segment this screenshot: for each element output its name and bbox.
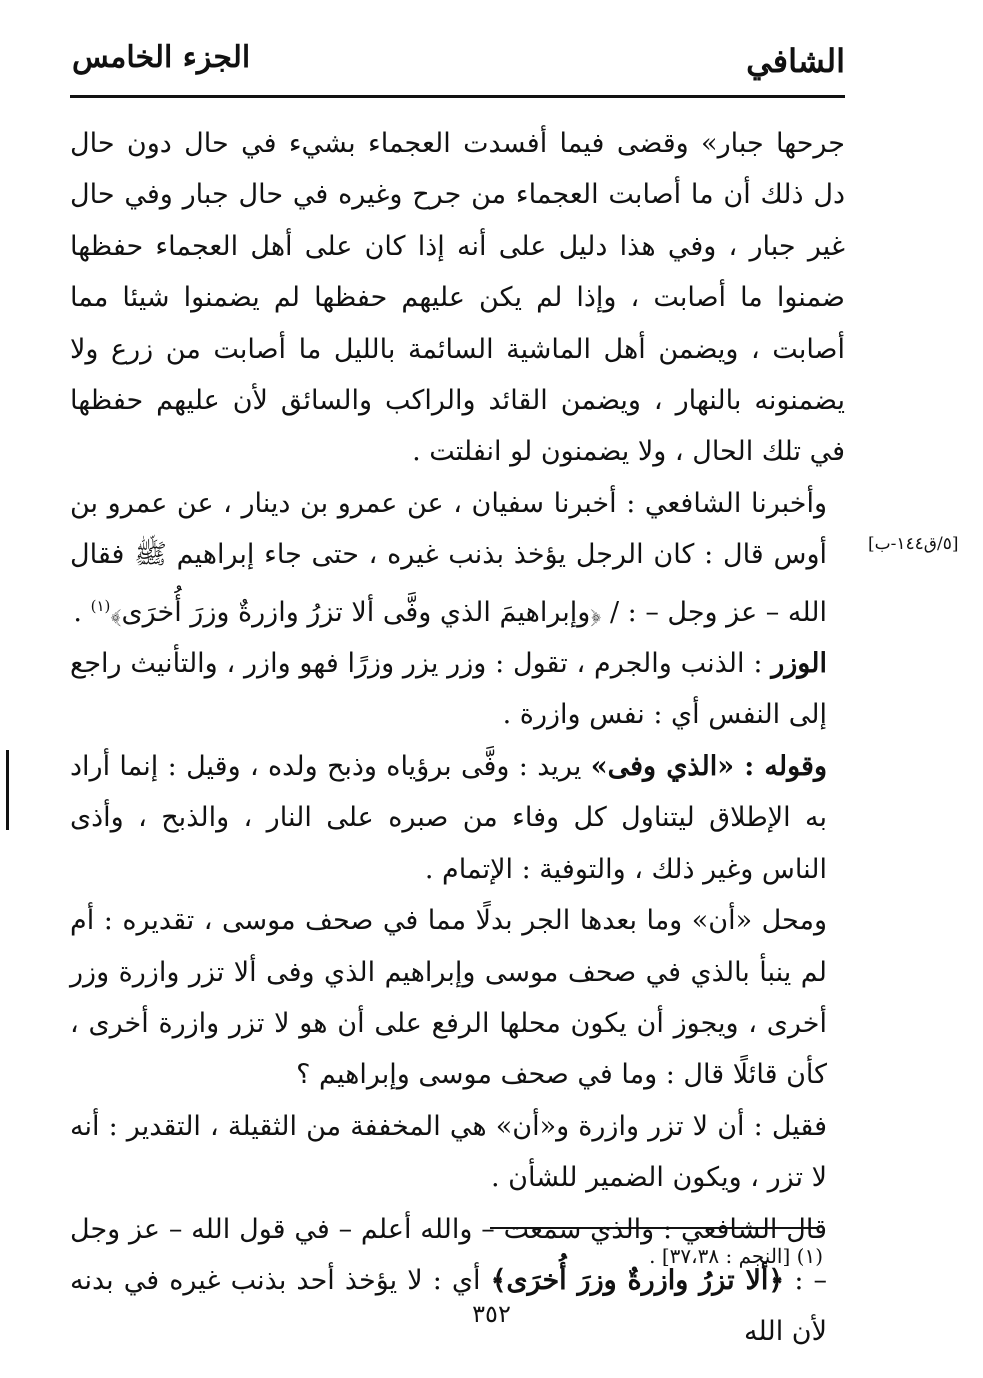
paragraph-6: فقيل : أن لا تزر وازرة و«أن» هي المخففة من الثقيلة ، التقدير : أنه لا تزر ، ويكون الضمير للشأن .: [70, 1110, 827, 1194]
footnote: (١) [النجم : ٣٧،٣٨] .: [649, 1244, 823, 1268]
manuscript-folio-note: [٥/ق١٤٤-ب]: [868, 534, 959, 554]
paragraph-2: [70, 478, 845, 638]
running-head-book-title: الشافي: [746, 42, 845, 80]
running-head-part-label: الجزء الخامس: [72, 40, 251, 75]
main-text: [70, 118, 845, 1358]
paragraph-5: ومحل «أن» وما بعدها الجر بدلًا مما في صحف موسى ، تقديره : أم لم ينبأ بالذي في صحف موسى وإبراهيم الذي وفى ألا تزر وازرة وزر أخرى ، ويجوز أن يكون محلها الرفع على أن هو لا تزر وازرة أخرى ، كأن قائلًا قال : وما في صحف موسى وإبراهيم ؟: [70, 905, 827, 1091]
margin-mark: [6, 750, 9, 830]
paragraph-7-text: قال الشافعي : والذي سمعت – والله أعلم – في قول الله – عز وجل – :: [70, 1213, 827, 1296]
paragraph-3-text: : الذنب والجرم ، تقول : وزر يزر وزرًا فهو وازر ، والتأنيث راجع إلى النفس أي : نفس وازرة .: [70, 648, 827, 731]
paragraph-2-end: .: [73, 596, 91, 628]
term-heading-alladhi-waffa: وقوله : «الذي وفى»: [590, 750, 828, 782]
footnote-divider: [490, 1227, 818, 1229]
paragraph-4: [70, 741, 845, 895]
term-heading-wizr: الوزر: [771, 648, 827, 680]
header-divider: [70, 95, 845, 98]
paragraph-2-text: وأخبرنا الشافعي : أخبرنا سفيان ، عن عمرو بن دينار ، عن عمرو بن أوس قال : كان الرجل يؤخذ بذنب غيره ، حتى جاء إبراهيم ﷺ فقال الله – عز وجل – : / ﴿وإبراهيمَ الذي وفَّى ألا تزرُ وازرةٌ وزرَ أُخرَى﴾: [70, 487, 827, 628]
paragraph-1: جرحها جبار» وقضى فيما أفسدت العجماء بشيء في حال دون حال دل ذلك أن ما أصابت العجماء من جرح وغيره في حال جبار وفي حال غير جبار ، وفي هذا دليل على أنه إذا كان على أهل العجماء حفظها ضمنوا ما أصابت ، وإذا لم يكن عليهم حفظها لم يضمنوا شيئا مما أصابت ، ويضمن أهل الماشية السائمة بالليل ما أصابت من زرع ولا يضمنونه بالنهار ، ويضمن القائد والراكب والسائق لأن عليهم حفظها في تلك الحال ، ولا يضمنون لو انفلتت .: [70, 128, 845, 468]
paragraph-4-text: يريد : وفَّى برؤياه وذبح ولده ، وقيل : إنما أراد به الإطلاق ليتناول كل وفاء من صبره على النار ، والذبح ، وأذى الناس وغير ذلك ، والتوفية : الإتمام .: [70, 750, 827, 885]
footnote-ref: (١): [90, 596, 111, 615]
paragraph-7-rest: أي : لا يؤخذ أحد بذنب غيره في بدنه لأن الله: [70, 1264, 827, 1348]
quran-quote: ﴿ألا تزرُ وازرةٌ وزرَ أُخرَى﴾: [490, 1264, 785, 1296]
paragraph-3: [70, 638, 845, 741]
page-number: ٣٥٢: [472, 1300, 511, 1328]
